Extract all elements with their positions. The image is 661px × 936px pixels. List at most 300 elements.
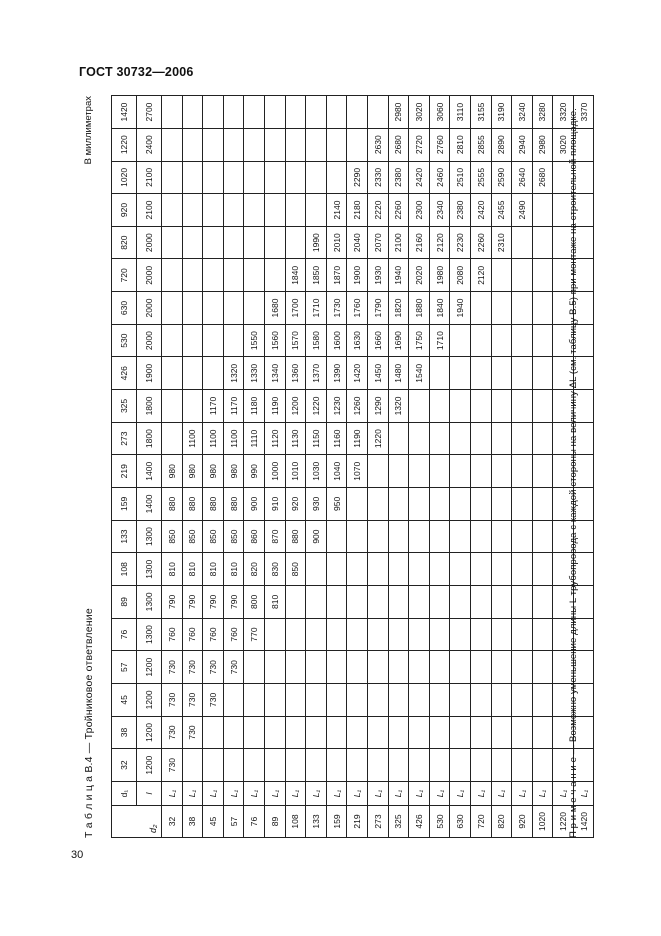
table-cell [491,488,512,521]
table-cell: 850 [223,520,244,553]
table-cell: 730 [182,651,203,684]
table-cell [409,716,430,749]
d1-label: d₁ [112,782,137,806]
table-cell [491,520,512,553]
table-cell: 1900 [347,259,368,292]
table-cell [409,749,430,782]
table-cell [264,684,285,717]
table-cell: 2640 [512,161,533,194]
table-cell [450,749,471,782]
table-cell: 2100 [388,226,409,259]
column-header-l: 2000 [137,292,162,325]
table-cell [326,684,347,717]
table-cell [450,684,471,717]
table-row [162,96,183,838]
table-cell: 1130 [285,422,306,455]
table-cell: 1170 [203,390,224,423]
column-header-l: 1400 [137,455,162,488]
table-cell: 950 [326,488,347,521]
table-cell [326,749,347,782]
table-cell [409,520,430,553]
column-header-d1: 720 [112,259,137,292]
column-header-l: 1200 [137,716,162,749]
table-row [326,96,347,838]
table-cell [388,455,409,488]
table-cell [223,194,244,227]
table-cell: 1870 [326,259,347,292]
row-symbol: L₁ [244,782,265,806]
table-cell: 810 [162,553,183,586]
table-cell [491,684,512,717]
table-cell: 870 [264,520,285,553]
table-cell: 1480 [388,357,409,390]
table-cell: 2040 [347,226,368,259]
table-cell: 1100 [223,422,244,455]
row-header-d2: 89 [264,806,285,838]
table-cell [306,618,327,651]
table-cell [532,194,553,227]
table-cell [264,749,285,782]
table-cell: 760 [162,618,183,651]
table-cell [512,618,533,651]
table-cell: 730 [182,684,203,717]
table-cell [244,128,265,161]
table-cell [347,488,368,521]
data-table [111,95,594,838]
table-cell: 900 [306,520,327,553]
table-cell [512,553,533,586]
table-cell: 730 [182,716,203,749]
table-cell: 1990 [306,226,327,259]
table-cell: 2230 [450,226,471,259]
table-cell [512,488,533,521]
table-cell: 1340 [264,357,285,390]
table-cell [162,292,183,325]
table-cell [450,520,471,553]
table-cell: 1540 [409,357,430,390]
table-cell [409,618,430,651]
table-cell: 810 [182,553,203,586]
table-cell [409,422,430,455]
header-row-l [137,96,162,838]
table-cell [347,96,368,129]
row-symbol: L₁ [264,782,285,806]
table-cell [244,226,265,259]
row-symbol: L₁ [347,782,368,806]
table-cell [223,324,244,357]
table-cell: 730 [162,716,183,749]
table-cell [182,357,203,390]
table-cell [450,422,471,455]
table-cell [203,226,224,259]
table-cell [450,357,471,390]
column-header-d1: 1420 [112,96,137,129]
table-cell [409,586,430,619]
table-cell: 810 [203,553,224,586]
table-cell: 800 [244,586,265,619]
table-cell: 2890 [491,128,512,161]
table-cell [388,488,409,521]
row-symbol: L₁ [573,782,594,806]
table-cell: 2980 [388,96,409,129]
table-cell [491,618,512,651]
table-cell [532,716,553,749]
table-row [285,96,306,838]
table-cell [450,586,471,619]
table-cell: 1000 [264,455,285,488]
rotated-table-block [83,96,593,838]
table-cell: 2120 [470,259,491,292]
table-cell [367,586,388,619]
column-header-d1: 273 [112,422,137,455]
table-cell: 1160 [326,422,347,455]
table-note: П р и м е ч а н и е — Возможно уменьшение длины L трубопровода с каждой стороны на величину ΔL (см. таблицу В.5) при монтаже на строительной площадке. [568,108,579,838]
table-cell [162,194,183,227]
table-cell: 730 [162,749,183,782]
table-cell: 730 [162,651,183,684]
column-header-l: 1800 [137,422,162,455]
row-header-d2: 920 [512,806,533,838]
table-cell [450,455,471,488]
column-header-l: 2100 [137,194,162,227]
column-header-l: 1200 [137,749,162,782]
table-cell: 2555 [470,161,491,194]
table-cell [244,651,265,684]
table-cell [326,96,347,129]
table-cell [388,520,409,553]
table-cell [306,194,327,227]
table-cell [306,749,327,782]
table-cell: 2490 [512,194,533,227]
table-cell [162,357,183,390]
table-cell [285,651,306,684]
column-header-l: 1800 [137,390,162,423]
table-cell [450,716,471,749]
table-cell: 1850 [306,259,327,292]
column-header-d1: 426 [112,357,137,390]
table-cell [532,749,553,782]
table-cell: 980 [162,455,183,488]
table-cell [244,292,265,325]
table-cell [388,716,409,749]
row-symbol: L₁ [388,782,409,806]
table-cell [491,259,512,292]
column-header-d1: 38 [112,716,137,749]
row-symbol: L₁ [512,782,533,806]
table-cell: 1100 [203,422,224,455]
table-cell: 1840 [285,259,306,292]
column-header-d1: 219 [112,455,137,488]
table-cell [223,292,244,325]
table-cell: 2720 [409,128,430,161]
table-cell [203,749,224,782]
table-cell [512,422,533,455]
table-cell: 860 [244,520,265,553]
table-cell: 980 [203,455,224,488]
table-cell: 1710 [429,324,450,357]
table-cell [326,651,347,684]
table-cell [367,618,388,651]
page-number: 30 [71,849,84,861]
table-cell: 730 [162,684,183,717]
table-unit-label: В миллиметрах [83,96,94,165]
table-cell: 760 [182,618,203,651]
table-cell [285,161,306,194]
table-cell [532,357,553,390]
table-cell: 1100 [182,422,203,455]
table-cell [162,324,183,357]
table-cell [203,161,224,194]
table-cell: 1320 [388,390,409,423]
table-cell [285,226,306,259]
table-cell [326,716,347,749]
table-cell [182,259,203,292]
table-cell [182,128,203,161]
column-header-d1: 1220 [112,128,137,161]
table-cell: 2810 [450,128,471,161]
table-cell: 2120 [429,226,450,259]
l-label: l [137,782,162,806]
table-cell [429,455,450,488]
table-cell: 1420 [347,357,368,390]
header-row-d1 [112,96,137,838]
row-header-d2: 325 [388,806,409,838]
table-cell: 1070 [347,455,368,488]
table-cell [429,422,450,455]
column-header-d1: 57 [112,651,137,684]
table-cell: 1550 [244,324,265,357]
table-cell [162,390,183,423]
row-header-d2: 1220 [553,806,574,838]
table-cell: 3060 [429,96,450,129]
row-header-d2: 76 [244,806,265,838]
table-cell [223,259,244,292]
table-row [470,96,491,838]
table-cell [491,586,512,619]
table-cell [491,390,512,423]
table-cell [244,716,265,749]
row-symbol: L₁ [553,782,574,806]
table-cell [429,357,450,390]
table-cell [244,259,265,292]
table-row [491,96,512,838]
column-header-d1: 820 [112,226,137,259]
table-cell: 1190 [347,422,368,455]
table-cell [264,96,285,129]
table-cell: 2380 [388,161,409,194]
table-cell: 1220 [306,390,327,423]
table-cell [264,128,285,161]
table-cell [182,96,203,129]
table-caption: Т а б л и ц а В.4 — Тройниковое ответвление [83,608,95,838]
table-cell [367,553,388,586]
table-cell [264,618,285,651]
table-cell [429,390,450,423]
table-cell: 2680 [532,161,553,194]
table-cell: 1010 [285,455,306,488]
table-cell [512,357,533,390]
table-cell: 880 [182,488,203,521]
table-cell [470,455,491,488]
table-cell [388,749,409,782]
table-cell: 900 [244,488,265,521]
table-cell [264,194,285,227]
column-header-d1: 133 [112,520,137,553]
table-cell [326,618,347,651]
table-cell [306,553,327,586]
table-cell: 880 [285,520,306,553]
table-cell: 1220 [367,422,388,455]
table-cell [450,324,471,357]
table-cell [470,324,491,357]
row-symbol: L₁ [182,782,203,806]
table-cell [203,716,224,749]
table-cell: 730 [203,684,224,717]
table-cell: 1230 [326,390,347,423]
table-cell: 2460 [429,161,450,194]
table-cell [264,716,285,749]
table-cell [491,651,512,684]
row-header-d2: 720 [470,806,491,838]
table-row [450,96,471,838]
table-cell: 760 [203,618,224,651]
table-cell: 850 [203,520,224,553]
table-cell [450,390,471,423]
table-cell: 730 [223,651,244,684]
table-cell [409,488,430,521]
column-header-d1: 325 [112,390,137,423]
row-header-d2: 1420 [573,806,594,838]
table-cell: 2455 [491,194,512,227]
table-cell [409,390,430,423]
table-cell [306,586,327,619]
table-cell: 730 [203,651,224,684]
table-cell: 1030 [306,455,327,488]
table-cell [182,292,203,325]
table-cell [491,357,512,390]
table-row [347,96,368,838]
table-cell [306,96,327,129]
table-cell: 1760 [347,292,368,325]
table-cell: 1150 [306,422,327,455]
table-cell [285,684,306,717]
column-header-d1: 630 [112,292,137,325]
table-cell [470,716,491,749]
column-header-d1: 89 [112,586,137,619]
table-cell: 850 [162,520,183,553]
table-cell: 1710 [306,292,327,325]
table-cell [264,651,285,684]
table-cell [367,520,388,553]
table-cell: 2080 [450,259,471,292]
table-cell: 2260 [388,194,409,227]
table-cell [470,553,491,586]
table-cell: 2380 [450,194,471,227]
table-cell: 1370 [306,357,327,390]
table-cell [367,716,388,749]
table-cell [491,292,512,325]
row-header-d2: 108 [285,806,306,838]
row-symbol: L₁ [285,782,306,806]
table-cell: 2160 [409,226,430,259]
table-cell [162,422,183,455]
table-row [244,96,265,838]
table-cell: 790 [223,586,244,619]
table-cell [470,422,491,455]
table-cell: 1330 [244,357,265,390]
table-cell: 1600 [326,324,347,357]
table-cell [367,651,388,684]
table-cell [429,553,450,586]
table-cell [450,651,471,684]
table-cell [367,684,388,717]
column-header-l: 1300 [137,553,162,586]
table-cell [388,618,409,651]
table-cell [470,357,491,390]
table-cell [470,520,491,553]
table-cell: 3240 [512,96,533,129]
row-header-d2: 57 [223,806,244,838]
column-header-d1: 530 [112,324,137,357]
table-cell: 1290 [367,390,388,423]
table-row [223,96,244,838]
table-cell: 2420 [409,161,430,194]
table-cell [285,96,306,129]
table-cell: 790 [182,586,203,619]
table-cell: 850 [285,553,306,586]
table-row [512,96,533,838]
table-cell [306,128,327,161]
row-symbol: L₁ [491,782,512,806]
table-cell [388,586,409,619]
table-cell: 1660 [367,324,388,357]
table-cell [470,390,491,423]
table-cell: 1630 [347,324,368,357]
table-cell [223,716,244,749]
row-header-d2: 1020 [532,806,553,838]
table-cell [532,488,553,521]
table-cell: 2140 [326,194,347,227]
table-cell: 1940 [450,292,471,325]
column-header-l: 1200 [137,651,162,684]
column-header-l: 1300 [137,586,162,619]
table-cell: 2180 [347,194,368,227]
table-cell [512,226,533,259]
table-cell [532,324,553,357]
column-header-l: 1300 [137,520,162,553]
table-cell [162,96,183,129]
table-cell [347,520,368,553]
table-cell [182,226,203,259]
row-header-d2: 273 [367,806,388,838]
row-header-d2: 426 [409,806,430,838]
column-header-l: 2400 [137,128,162,161]
table-cell [429,520,450,553]
table-cell: 3190 [491,96,512,129]
table-cell: 1200 [285,390,306,423]
table-cell [203,292,224,325]
table-cell [491,324,512,357]
table-cell: 2590 [491,161,512,194]
table-cell: 2070 [367,226,388,259]
row-header-d2: 820 [491,806,512,838]
table-cell: 3320 [553,96,574,129]
table-cell [264,259,285,292]
table-cell [512,455,533,488]
table-cell [244,194,265,227]
table-cell [347,716,368,749]
table-cell: 3155 [470,96,491,129]
